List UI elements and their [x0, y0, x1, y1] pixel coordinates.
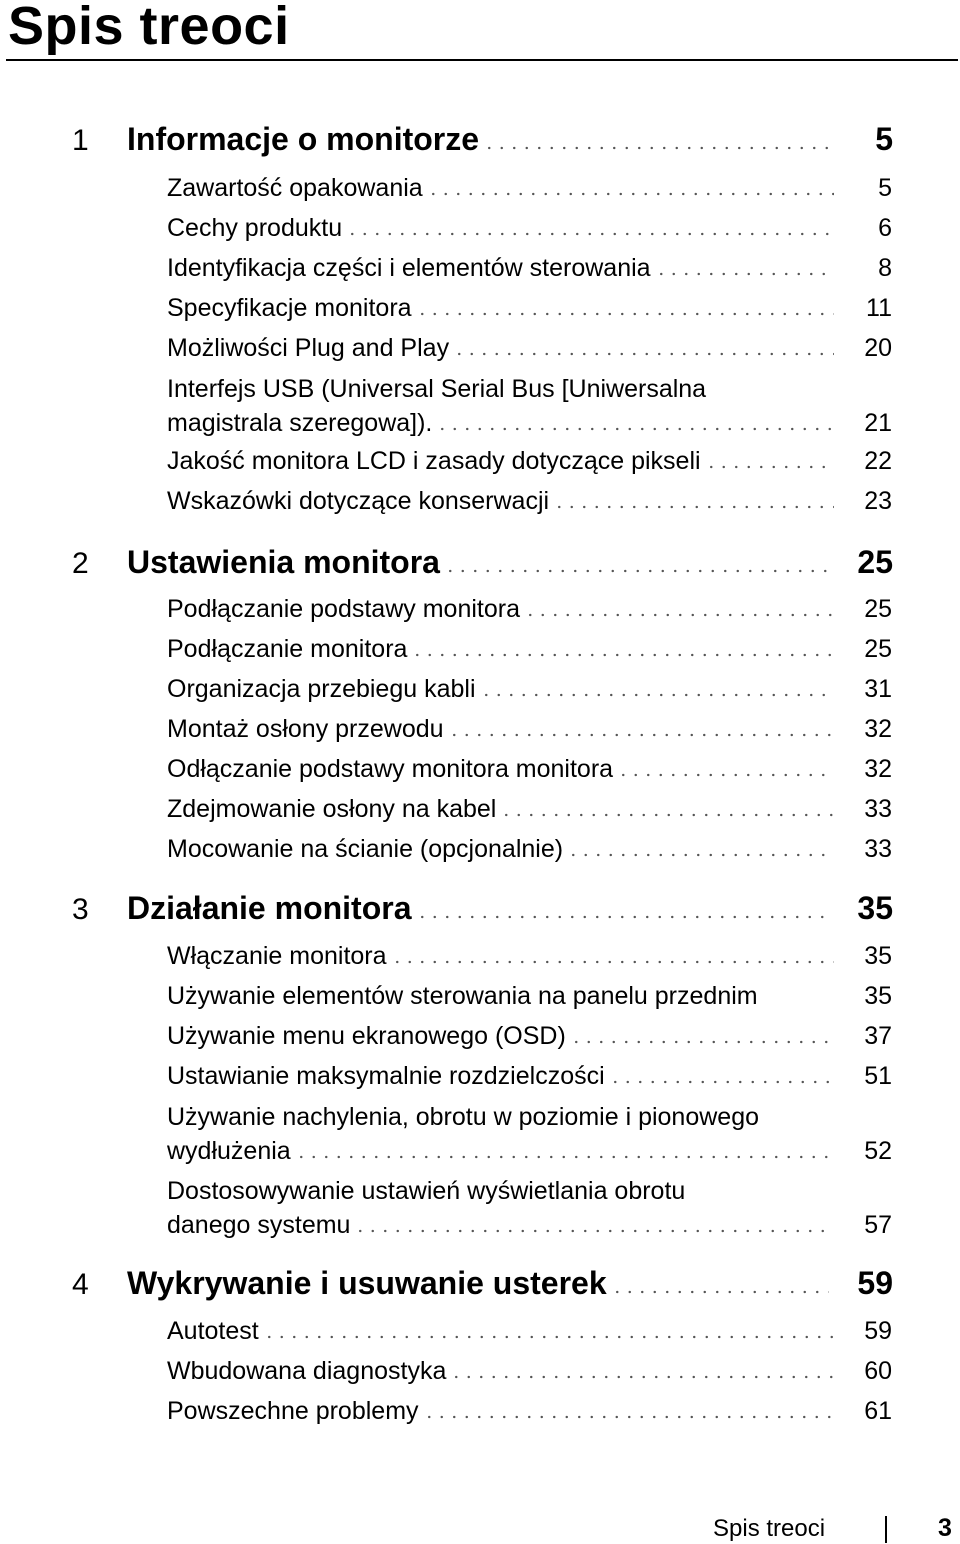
entry-page-number: 33: [864, 795, 892, 823]
entry-page-number: 21: [864, 409, 892, 437]
toc-entry[interactable]: [167, 214, 892, 243]
dot-leader: [524, 613, 834, 617]
toc-entry[interactable]: [167, 334, 892, 363]
entry-page-number: 33: [864, 835, 892, 863]
dot-leader: [609, 1080, 834, 1084]
dot-leader: [411, 653, 834, 657]
entry-title: Zdejmowanie osłony na kabel: [167, 795, 497, 823]
entry-page-number: 60: [864, 1357, 892, 1385]
entry-title: Włączanie monitora: [167, 942, 387, 970]
entry-page-number: 20: [864, 334, 892, 362]
dot-leader: [295, 1155, 834, 1159]
entry-page-number: 5: [878, 174, 892, 202]
toc-entry[interactable]: [167, 1317, 892, 1346]
chapter-page-number: 5: [875, 121, 893, 157]
dot-leader: [416, 312, 834, 316]
footer-page-number: 3: [938, 1514, 952, 1542]
dot-leader: [705, 465, 834, 469]
toc-entry[interactable]: [167, 715, 892, 744]
entry-title-line2: danego systemu: [167, 1211, 351, 1239]
entry-title-line1: Używanie nachylenia, obrotu w poziomie i pionowego: [167, 1103, 760, 1131]
entry-page-number: 6: [878, 214, 892, 242]
title-rule: [6, 59, 958, 61]
toc-entry[interactable]: [167, 595, 892, 624]
entry-title-line2: magistrala szeregowa]).: [167, 409, 433, 437]
entry-page-number: 22: [864, 447, 892, 475]
chapter-page-number: 59: [857, 1265, 893, 1301]
toc-entry[interactable]: [167, 487, 892, 516]
page-title: Spis treoci: [8, 0, 290, 56]
chapter-number: 3: [72, 893, 89, 926]
entry-page-number: 52: [864, 1137, 892, 1165]
toc-entry[interactable]: [167, 942, 892, 971]
entry-page-number: 25: [864, 635, 892, 663]
dot-leader: [416, 915, 830, 919]
chapter-page-number: 35: [857, 890, 893, 926]
toc-entry[interactable]: [167, 1174, 892, 1242]
chapter-title: Wykrywanie i usuwanie usterek: [127, 1265, 607, 1301]
dot-leader: [453, 352, 834, 356]
entry-page-number: 32: [864, 715, 892, 743]
toc-entry[interactable]: [167, 447, 892, 476]
toc-entry[interactable]: [167, 675, 892, 704]
toc-entry[interactable]: [167, 1022, 892, 1051]
entry-title: Podłączanie podstawy monitora: [167, 595, 520, 623]
entry-title-line1: Interfejs USB (Universal Serial Bus [Uniwersalna: [167, 375, 707, 403]
dot-leader: [448, 733, 834, 737]
toc-entry[interactable]: [167, 635, 892, 664]
dot-leader: [263, 1335, 834, 1339]
entry-title: Ustawianie maksymalnie rozdzielczości: [167, 1062, 605, 1090]
toc-chapter-4[interactable]: [72, 1265, 893, 1302]
entry-title: Używanie elementów sterowania na panelu przednim: [167, 982, 758, 1010]
entry-page-number: 31: [864, 675, 892, 703]
toc-entry[interactable]: [167, 755, 892, 784]
entry-title: Autotest: [167, 1317, 259, 1345]
dot-leader: [391, 960, 834, 964]
toc-entry[interactable]: [167, 1062, 892, 1091]
entry-title: Zawartość opakowania: [167, 174, 423, 202]
entry-page-number: 51: [864, 1062, 892, 1090]
entry-title: Podłączanie monitora: [167, 635, 408, 663]
entry-title: Powszechne problemy: [167, 1397, 419, 1425]
entry-page-number: 57: [864, 1211, 892, 1239]
dot-leader: [480, 693, 834, 697]
toc-entry[interactable]: [167, 294, 892, 323]
entry-page-number: 11: [866, 294, 892, 322]
entry-page-number: 35: [864, 982, 892, 1010]
footer-divider: [885, 1516, 887, 1543]
dot-leader: [483, 146, 829, 150]
toc-chapter-3[interactable]: [72, 890, 893, 927]
entry-title: Używanie menu ekranowego (OSD): [167, 1022, 566, 1050]
chapter-page-number: 25: [857, 544, 893, 580]
entry-page-number: 59: [864, 1317, 892, 1345]
entry-title: Mocowanie na ścianie (opcjonalnie): [167, 835, 564, 863]
dot-leader: [444, 569, 829, 573]
entry-title: Identyfikacja części i elementów sterowania: [167, 254, 651, 282]
toc-entry[interactable]: [167, 835, 892, 864]
entry-title-line1: Dostosowywanie ustawień wyświetlania obrotu: [167, 1177, 686, 1205]
entry-page-number: 35: [864, 942, 892, 970]
entry-title: Montaż osłony przewodu: [167, 715, 444, 743]
entry-title: Odłączanie podstawy monitora monitora: [167, 755, 614, 783]
dot-leader: [500, 813, 834, 817]
chapter-title: Informacje o monitorze: [127, 121, 480, 157]
dot-leader: [427, 192, 834, 196]
toc-entry[interactable]: [167, 1397, 892, 1426]
toc-entry[interactable]: [167, 254, 892, 283]
dot-leader: [436, 427, 834, 431]
toc-entry[interactable]: [167, 174, 892, 203]
toc-entry[interactable]: [167, 372, 892, 440]
dot-leader: [450, 1375, 834, 1379]
chapter-title: Ustawienia monitora: [127, 544, 440, 580]
chapter-number: 4: [72, 1268, 89, 1301]
dot-leader: [611, 1290, 829, 1294]
entry-page-number: 32: [864, 755, 892, 783]
toc-chapter-2[interactable]: [72, 544, 893, 581]
dot-leader: [354, 1229, 834, 1233]
entry-title: Jakość monitora LCD i zasady dotyczące pikseli: [167, 447, 701, 475]
entry-page-number: 23: [864, 487, 892, 515]
dot-leader: [553, 505, 834, 509]
toc-chapter-1[interactable]: [72, 121, 893, 158]
entry-page-number: 61: [864, 1397, 892, 1425]
entry-title: Cechy produktu: [167, 214, 343, 242]
toc-entry[interactable]: [167, 982, 892, 1011]
entry-title: Możliwości Plug and Play: [167, 334, 450, 362]
entry-title: Wbudowana diagnostyka: [167, 1357, 447, 1385]
toc-entry[interactable]: [167, 1100, 892, 1168]
entry-title-line2: wydłużenia: [167, 1137, 291, 1165]
toc-entry[interactable]: [167, 1357, 892, 1386]
entry-page-number: 8: [878, 254, 892, 282]
entry-title: Specyfikacje monitora: [167, 294, 412, 322]
dot-leader: [567, 853, 834, 857]
toc-entry[interactable]: [167, 795, 892, 824]
chapter-number: 2: [72, 547, 89, 580]
entry-page-number: 37: [864, 1022, 892, 1050]
entry-title: Wskazówki dotyczące konserwacji: [167, 487, 550, 515]
dot-leader: [617, 773, 834, 777]
dot-leader: [423, 1415, 834, 1419]
dot-leader: [570, 1040, 834, 1044]
chapter-number: 1: [72, 124, 89, 157]
dot-leader: [655, 272, 834, 276]
entry-title: Organizacja przebiegu kabli: [167, 675, 476, 703]
footer-label: Spis treoci: [713, 1515, 826, 1542]
dot-leader: [346, 232, 834, 236]
entry-page-number: 25: [864, 595, 892, 623]
chapter-title: Działanie monitora: [127, 890, 412, 926]
